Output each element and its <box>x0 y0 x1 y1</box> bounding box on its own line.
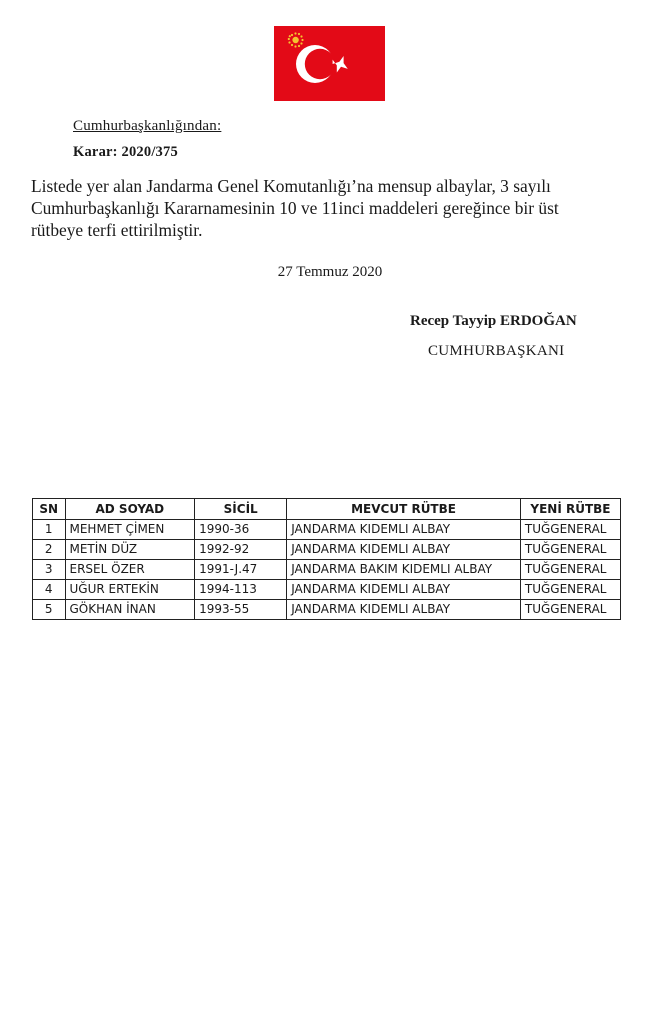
col-header-new-rank: YENİ RÜTBE <box>520 499 620 520</box>
cell-new-rank: TUĞGENERAL <box>520 540 620 560</box>
decision-label: Karar: <box>73 144 118 160</box>
body-line: Listede yer alan Jandarma Genel Komutanlığı’na mensup albaylar, 3 sayılı <box>31 176 551 196</box>
cell-current-rank: JANDARMA KIDEMLI ALBAY <box>287 580 521 600</box>
cell-name: ERSEL ÖZER <box>65 560 195 580</box>
table-row <box>33 580 621 600</box>
decision-number: 2020/375 <box>121 144 178 160</box>
cell-sn: 4 <box>33 580 66 600</box>
decision-date: 27 Temmuz 2020 <box>277 264 383 280</box>
issuer-heading: Cumhurbaşkanlığından: <box>73 118 222 134</box>
cell-sn: 2 <box>33 540 66 560</box>
cell-sicil: 1991-J.47 <box>195 560 287 580</box>
cell-new-rank: TUĞGENERAL <box>520 580 620 600</box>
body-line: Cumhurbaşkanlığı Kararnamesinin 10 ve 11inci maddeleri gereğince bir üst <box>31 198 559 218</box>
col-header-name: AD SOYAD <box>65 499 195 520</box>
table-header-row <box>33 499 621 520</box>
cell-new-rank: TUĞGENERAL <box>520 520 620 540</box>
cell-new-rank: TUĞGENERAL <box>520 560 620 580</box>
cell-name: METİN DÜZ <box>65 540 195 560</box>
promotion-table <box>32 498 621 620</box>
cell-name: GÖKHAN İNAN <box>65 600 195 620</box>
cell-sn: 5 <box>33 600 66 620</box>
table-row <box>33 520 621 540</box>
cell-sicil: 1990-36 <box>195 520 287 540</box>
body-line: rütbeye terfi ettirilmiştir. <box>31 220 203 240</box>
cell-sicil: 1994-113 <box>195 580 287 600</box>
turkish-flag-icon <box>274 26 385 101</box>
col-header-sn: SN <box>33 499 66 520</box>
cell-current-rank: JANDARMA KIDEMLI ALBAY <box>287 540 521 560</box>
cell-current-rank: JANDARMA KIDEMLI ALBAY <box>287 520 521 540</box>
col-header-sicil: SİCİL <box>195 499 287 520</box>
table-row <box>33 540 621 560</box>
cell-sicil: 1992-92 <box>195 540 287 560</box>
cell-new-rank: TUĞGENERAL <box>520 600 620 620</box>
cell-current-rank: JANDARMA BAKIM KIDEMLI ALBAY <box>287 560 521 580</box>
decision-line <box>73 144 178 161</box>
cell-name: UĞUR ERTEKİN <box>65 580 195 600</box>
cell-name: MEHMET ÇİMEN <box>65 520 195 540</box>
table-row <box>33 600 621 620</box>
cell-sn: 3 <box>33 560 66 580</box>
col-header-current-rank: MEVCUT RÜTBE <box>287 499 521 520</box>
decision-body <box>31 175 631 241</box>
cell-sicil: 1993-55 <box>195 600 287 620</box>
cell-sn: 1 <box>33 520 66 540</box>
signer-title: CUMHURBAŞKANI <box>428 343 565 359</box>
signer-name: Recep Tayyip ERDOĞAN <box>410 313 577 329</box>
table-row <box>33 560 621 580</box>
cell-current-rank: JANDARMA KIDEMLI ALBAY <box>287 600 521 620</box>
